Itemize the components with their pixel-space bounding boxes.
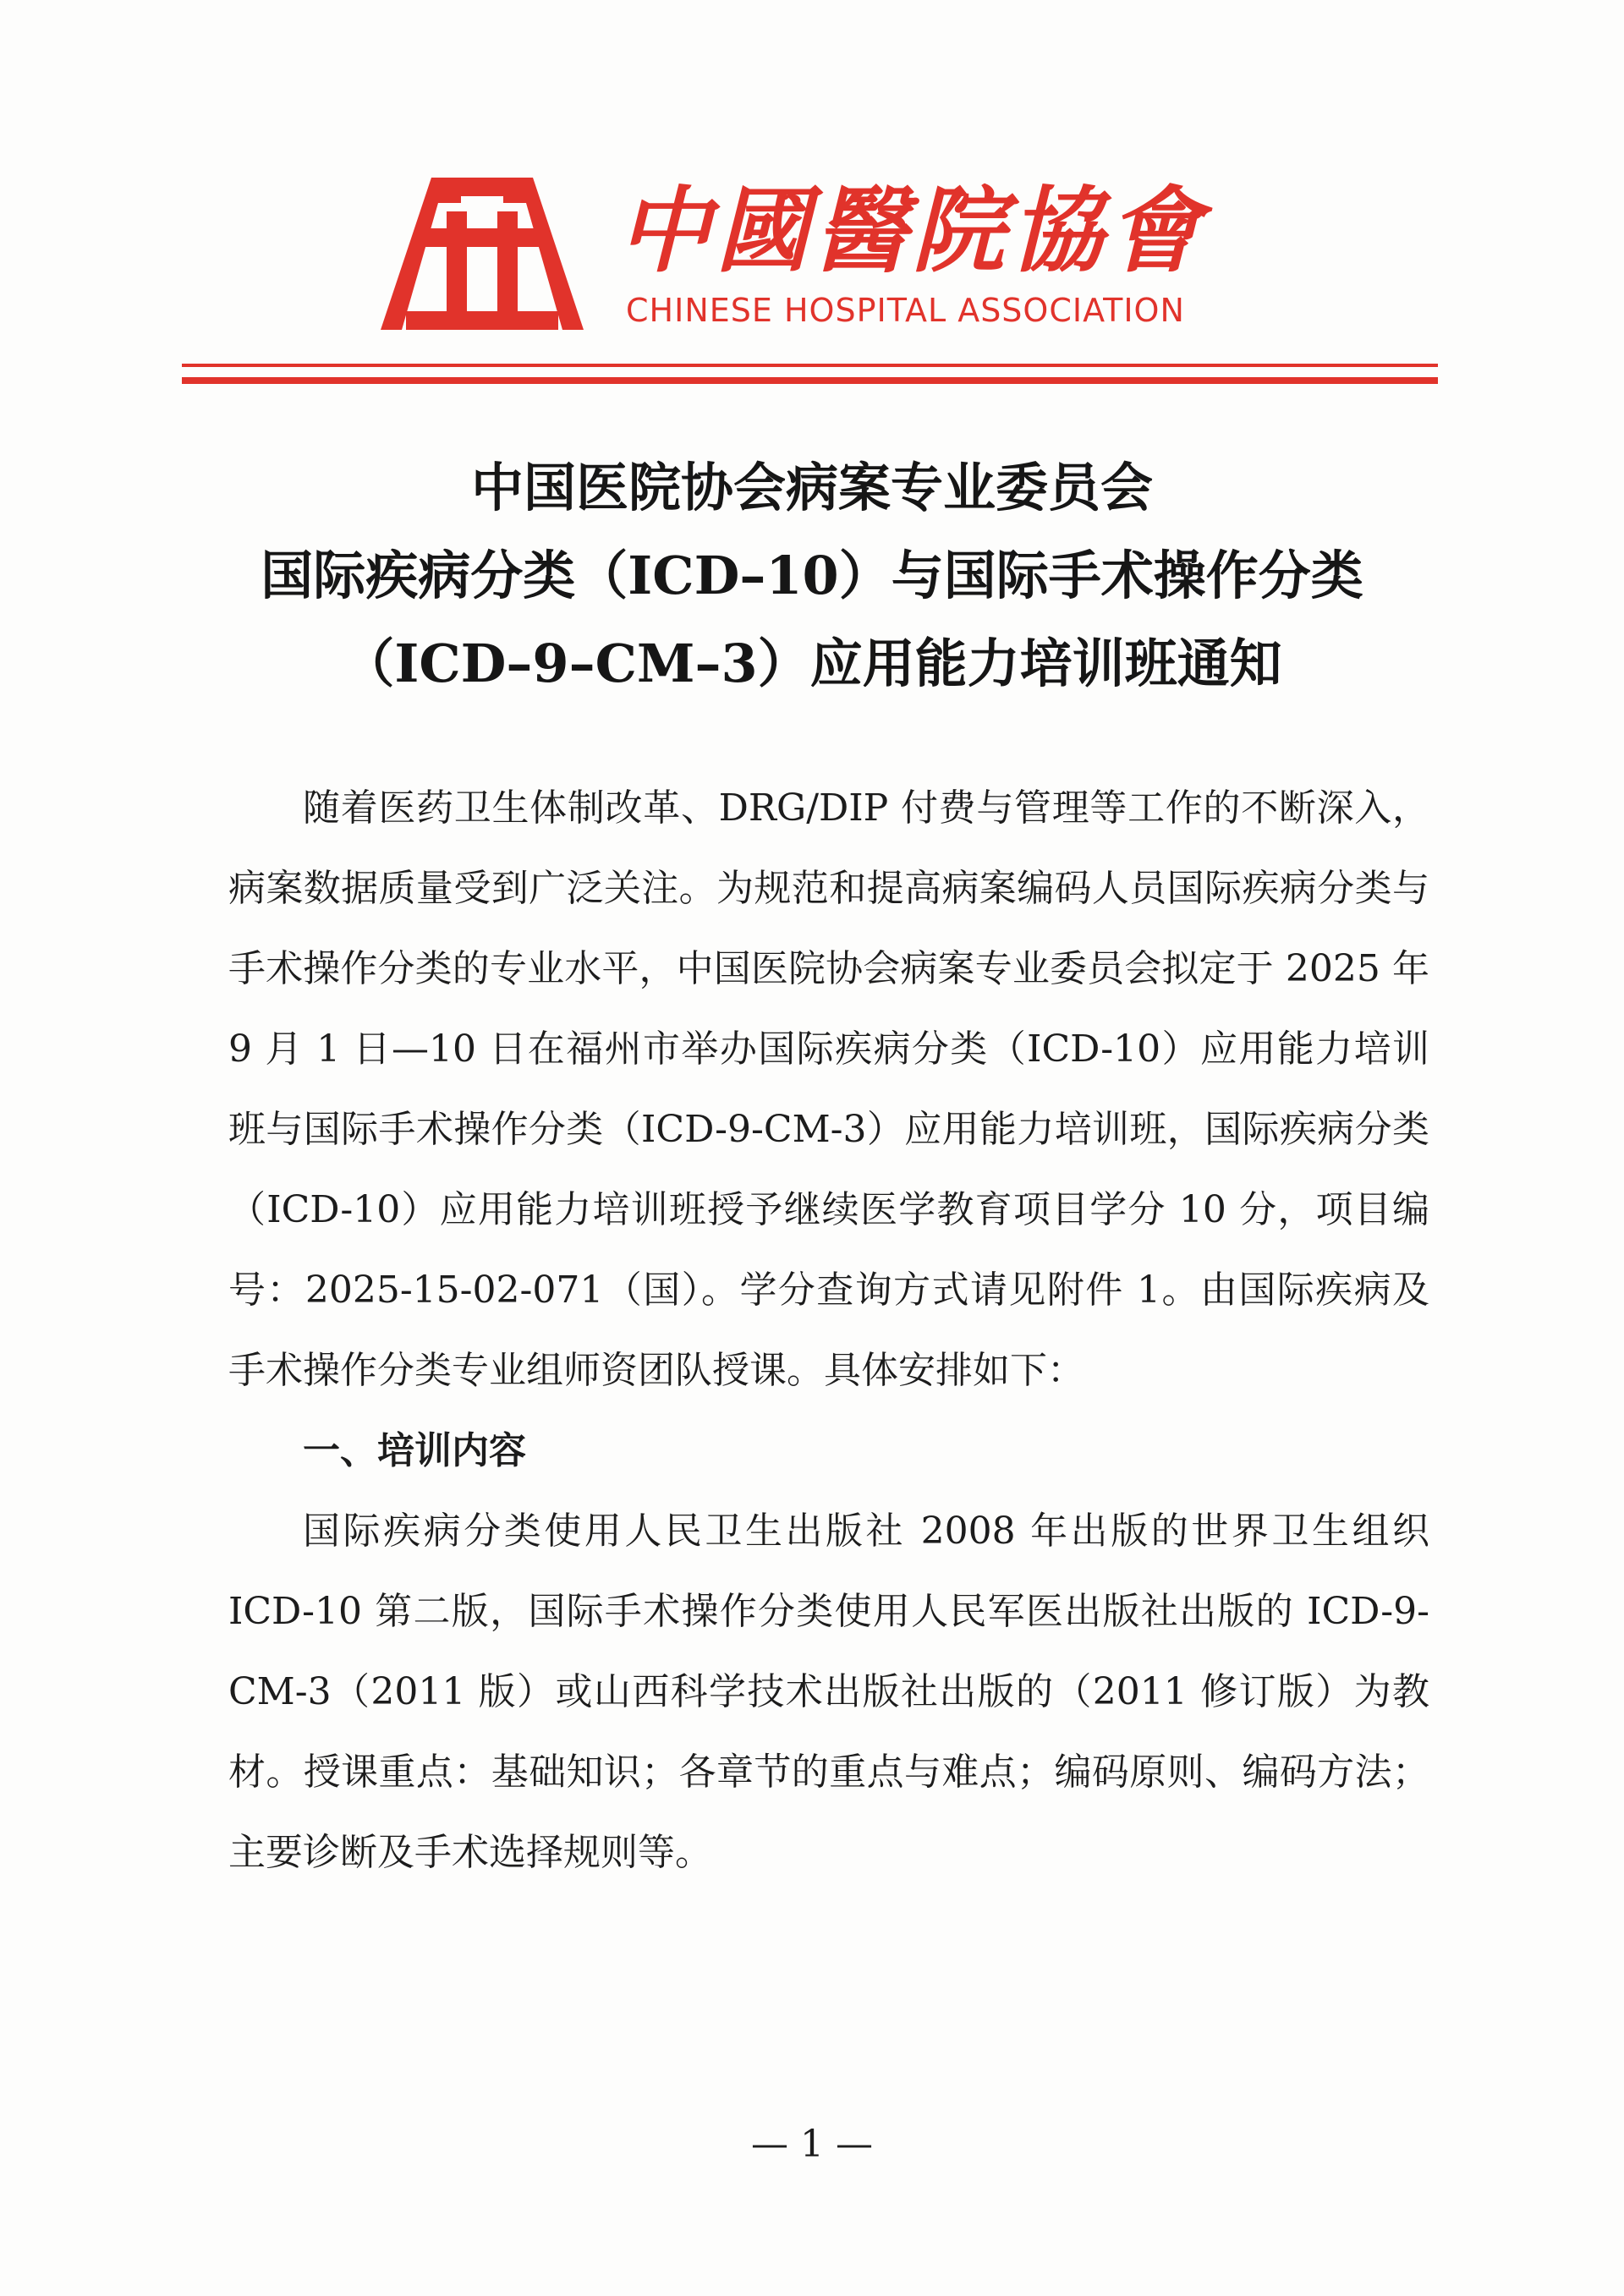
title-line: 中国医院协会病案专业委员会: [470, 457, 1153, 518]
intro-paragraph: 随着医药卫生体制改革、DRG/DIP 付费与管理等工作的不断深入，病案数据质量受到广泛关注。为规范和提高病案编码人员国际疾病分类与手术操作分类的专业水平，中国医院协会病案专业委员会拟定于 2025 年 9 月 1 日—10 日在福州市举办国际疾病分类（ICD-10）应用能力培训班与国际手术操作分类（ICD-9-CM-3）应用能力培训班，国际疾病分类（ICD-10）应用能力培训班授予继续医学教育项目学分 10 分，项目编号：2025-15-02-071（国）。学分查询方式请见附件 1。由国际疾病及手术操作分类专业组师资团队授课。具体安排如下：: [228, 786, 1429, 1392]
section-heading: 一、培训内容: [303, 1429, 526, 1472]
document-body: [228, 768, 1429, 1893]
letterhead: [372, 169, 1235, 347]
header-divider-thin: [182, 364, 1438, 367]
title-line: 国际疾病分类（ICD–10）与国际手术操作分类: [261, 545, 1363, 606]
page-number: — 1 —: [751, 2123, 873, 2166]
org-name-english: CHINESE HOSPITAL ASSOCIATION: [626, 292, 1185, 329]
header-divider-thick: [182, 377, 1438, 384]
section-paragraph: 国际疾病分类使用人民卫生出版社 2008 年出版的世界卫生组织 ICD-10 第二版，国际手术操作分类使用人民军医出版社出版的 ICD-9-CM-3（2011 版）或山西科学技术出版社出版的（2011 修订版）为教材。授课重点：基础知识；各章节的重点与难点；编码原则、编码方法；主要诊断及手术选择规则等。: [228, 1510, 1429, 1874]
title-line: （ICD–9–CM–3）应用能力培训班通知: [342, 633, 1282, 694]
association-logo-icon: [372, 169, 592, 330]
org-name-chinese: 中國醫院協會: [617, 176, 1206, 285]
document-title: [127, 444, 1497, 708]
